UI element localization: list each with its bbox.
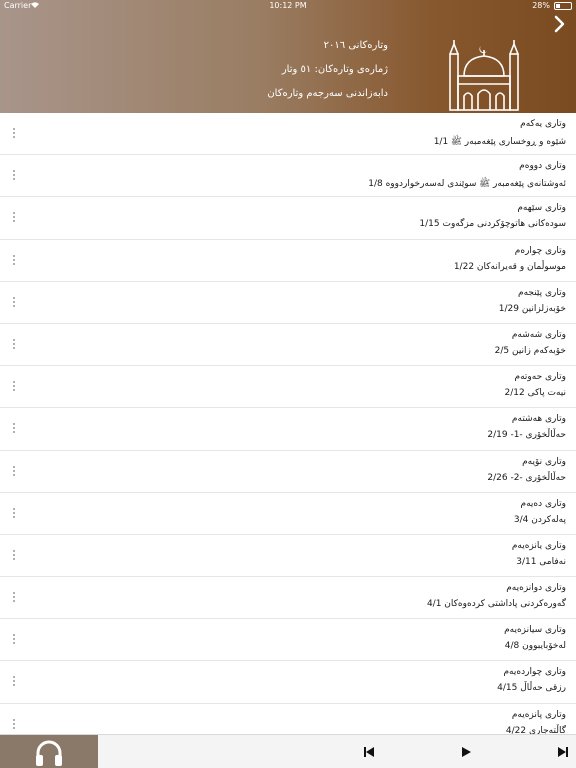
more-vertical-icon[interactable] bbox=[10, 507, 18, 521]
more-vertical-icon[interactable] bbox=[10, 254, 18, 268]
more-vertical-icon[interactable] bbox=[10, 718, 18, 732]
more-vertical-icon[interactable] bbox=[10, 127, 18, 141]
more-vertical-icon[interactable] bbox=[10, 211, 18, 225]
list-item[interactable] bbox=[0, 661, 576, 703]
more-vertical-icon[interactable] bbox=[10, 169, 18, 183]
more-vertical-icon[interactable] bbox=[10, 465, 18, 479]
list-item[interactable] bbox=[0, 451, 576, 493]
list-item[interactable] bbox=[0, 324, 576, 366]
chevron-right-icon[interactable] bbox=[552, 14, 566, 34]
sermon-title: وتاری یەکەم bbox=[520, 119, 566, 129]
header-sermon-count: ژمارەی وتارەکان: ٥١ وتار bbox=[281, 64, 388, 75]
player-button[interactable] bbox=[0, 735, 98, 768]
sermon-title: وتاری پانزەیەم bbox=[511, 709, 566, 720]
sermon-subtitle: شێوە و ڕوخساری پێغەمبەر ﷺ 1/1 bbox=[433, 137, 566, 147]
header-download-all[interactable]: دابەزاندنی سەرجەم وتارەکان bbox=[267, 88, 388, 99]
header-title: وتارەکانی ٢٠١٦ bbox=[323, 40, 388, 51]
more-vertical-icon[interactable] bbox=[10, 549, 18, 563]
more-vertical-icon[interactable] bbox=[10, 591, 18, 605]
list-item[interactable] bbox=[0, 113, 576, 155]
carrier-label: Carrier bbox=[4, 1, 32, 10]
battery-icon bbox=[554, 2, 572, 10]
list-item[interactable] bbox=[0, 155, 576, 197]
sermon-subtitle: گاڵتەجاری 4/22 bbox=[505, 725, 566, 734]
list-item[interactable] bbox=[0, 619, 576, 661]
sermon-title: وتاری نۆیەم bbox=[522, 456, 566, 467]
list-item[interactable] bbox=[0, 240, 576, 282]
play-icon[interactable] bbox=[459, 745, 473, 759]
status-bar bbox=[0, 0, 576, 12]
skip-next-icon[interactable] bbox=[556, 745, 570, 759]
header-info bbox=[267, 40, 388, 112]
more-vertical-icon[interactable] bbox=[10, 380, 18, 394]
list-item[interactable] bbox=[0, 282, 576, 324]
more-vertical-icon[interactable] bbox=[10, 338, 18, 352]
battery-percentage: 28% bbox=[532, 1, 550, 10]
sermon-subtitle: خۆبەزلزانین 1/29 bbox=[498, 303, 566, 314]
more-vertical-icon[interactable] bbox=[10, 296, 18, 310]
more-vertical-icon[interactable] bbox=[10, 422, 18, 436]
player-bar bbox=[0, 734, 576, 768]
sermon-title: وتاری دووەم bbox=[519, 161, 566, 172]
list-item[interactable] bbox=[0, 366, 576, 408]
skip-previous-icon[interactable] bbox=[362, 745, 376, 759]
sermon-title: وتاری دەیەم bbox=[520, 498, 566, 509]
sermon-subtitle: موسوڵمان و قەیرانەکان 1/22 bbox=[453, 261, 566, 272]
sermon-title: وتاری چواردەیەم bbox=[503, 667, 566, 678]
sermon-title: وتاری سێهەم bbox=[517, 203, 566, 214]
sermon-subtitle: لەخۆبایبوون 4/8 bbox=[504, 641, 566, 652]
sermon-title: وتاری سیانزەیەم bbox=[504, 625, 566, 636]
sermon-title: وتاری شەشەم bbox=[511, 329, 566, 340]
sermon-title: وتاری هەشتەم bbox=[511, 414, 566, 425]
more-vertical-icon[interactable] bbox=[10, 633, 18, 647]
headphones-icon bbox=[34, 739, 64, 767]
list-item[interactable] bbox=[0, 408, 576, 450]
list-item[interactable] bbox=[0, 577, 576, 619]
sermon-subtitle: گەورەکردنی پاداشتی کردەوەکان 4/1 bbox=[426, 599, 566, 610]
more-vertical-icon[interactable] bbox=[10, 675, 18, 689]
sermon-subtitle: رزقی حەڵاڵ 4/15 bbox=[497, 683, 566, 694]
sermon-title: وتاری حەوتەم bbox=[514, 372, 566, 383]
sermon-list bbox=[0, 113, 576, 734]
list-item[interactable] bbox=[0, 704, 576, 734]
sermon-subtitle: سودەکانی هاتوچۆکردنی مزگەوت 1/15 bbox=[419, 219, 566, 230]
header-banner bbox=[0, 0, 576, 113]
sermon-title: وتاری پێنجەم bbox=[518, 287, 566, 298]
sermon-title: وتاری دوانزەیەم bbox=[506, 583, 566, 594]
list-item[interactable] bbox=[0, 493, 576, 535]
sermon-subtitle: حەڵاڵخۆری -2- 2/26 bbox=[487, 472, 566, 483]
sermon-subtitle: پەلەکردن 3/4 bbox=[513, 514, 566, 525]
sermon-subtitle: ئەوشتانەی پێغەمبەر ﷺ سوێندی لەسەرخواردووە 1/8 bbox=[368, 179, 566, 190]
clock: 10:12 PM bbox=[269, 1, 307, 10]
list-item[interactable] bbox=[0, 197, 576, 239]
sermon-title: وتاری چوارەم bbox=[514, 245, 566, 256]
sermon-subtitle: حەڵاڵخۆری -1- 2/19 bbox=[487, 430, 566, 441]
sermon-subtitle: خۆبەکەم زانین 2/5 bbox=[494, 345, 566, 356]
list-item[interactable] bbox=[0, 535, 576, 577]
sermon-subtitle: نەفامی 3/11 bbox=[516, 556, 566, 567]
mosque-icon bbox=[446, 38, 522, 112]
sermon-title: وتاری یانزەیەم bbox=[511, 540, 566, 551]
sermon-subtitle: نیەت پاکی 2/12 bbox=[504, 388, 566, 399]
